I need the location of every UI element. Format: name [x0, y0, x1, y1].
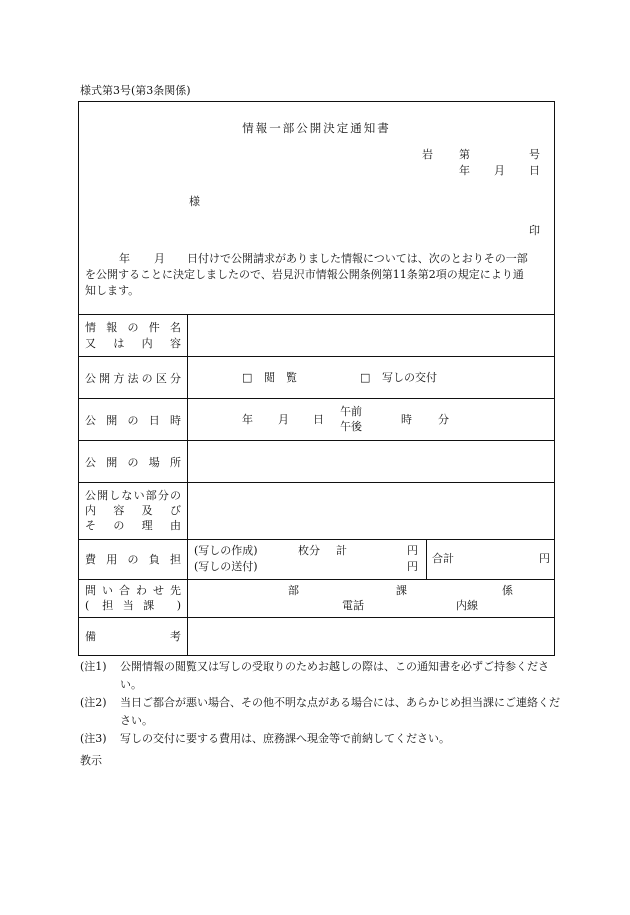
body-month: 月	[154, 252, 165, 265]
note-2-text: 当日ご都合が悪い場合、その他不明な点がある場合には、あらかじめ担当課にご連絡ください。	[120, 696, 560, 727]
dt-day: 日	[313, 413, 324, 426]
row-fee	[79, 539, 554, 580]
checkbox-view[interactable]: □	[242, 371, 253, 384]
datetime-value	[188, 399, 554, 441]
row-remarks-label	[79, 618, 188, 656]
note-3-label: (注3)	[80, 732, 107, 745]
dt-year: 年	[242, 413, 253, 426]
contact-kakari: 係	[502, 584, 513, 597]
subject-value[interactable]	[188, 315, 554, 357]
doc-number-prefix: 岩	[422, 148, 433, 161]
label-place: 公開の場所	[85, 456, 181, 469]
contact-value	[188, 580, 554, 618]
place-value[interactable]	[188, 441, 554, 483]
note-1	[80, 658, 560, 694]
body-line-2: を公開することに決定しましたので、岩見沢市情報公開条例第11条第2項の規定により通	[85, 268, 524, 281]
fee-divider	[426, 540, 427, 580]
body-line-3: 知します。	[85, 284, 140, 297]
checkbox-copy[interactable]: □	[360, 371, 371, 384]
reason-value[interactable]	[188, 483, 554, 540]
body-text-1: 日付けで公開請求がありました情報については、次のとおりその一部	[187, 252, 528, 265]
dt-month: 月	[278, 413, 289, 426]
dt-hour: 時	[401, 413, 412, 426]
fee-total-yen: 円	[539, 552, 550, 565]
notice-frame	[78, 101, 555, 656]
label-subject-2: 又は内容	[85, 337, 181, 350]
notes	[80, 658, 560, 748]
body-line-1	[85, 251, 548, 267]
row-contact-label	[79, 580, 188, 618]
row-place-label	[79, 441, 188, 483]
fee-yen-1: 円	[407, 544, 418, 557]
label-datetime: 公開の日時	[85, 414, 181, 427]
doc-number-go: 号	[529, 148, 540, 161]
row-remarks	[79, 617, 554, 656]
row-datetime-label	[79, 399, 188, 441]
dt-pm[interactable]: 午後	[340, 420, 362, 433]
note-2	[80, 694, 560, 730]
label-contact-2: ( 担当課 )	[85, 599, 181, 612]
row-datetime	[79, 398, 554, 441]
seal-mark: 印	[529, 224, 540, 237]
note-2-label: (注2)	[80, 696, 107, 709]
form-number: 様式第3号(第3条関係)	[80, 84, 191, 97]
contact-bu: 部	[288, 584, 299, 597]
row-subject	[79, 314, 554, 357]
row-place	[79, 440, 554, 483]
note-3-text: 写しの交付に要する費用は、庶務課へ現金等で前納してください。	[120, 732, 450, 745]
document-title: 情報一部公開決定通知書	[242, 121, 391, 135]
remarks-value[interactable]	[188, 618, 554, 656]
note-1-text: 公開情報の閲覧又は写しの受取りのためお越しの際は、この通知書を必ずご持参ください。	[120, 660, 549, 691]
label-contact-1: 問い合わせ先	[85, 584, 181, 597]
fee-value	[188, 540, 554, 580]
row-fee-label	[79, 540, 188, 580]
label-remarks: 備考	[85, 630, 181, 643]
fee-total: 合計	[432, 552, 454, 565]
option-copy: 写しの交付	[382, 371, 437, 384]
date-day: 日	[529, 164, 540, 177]
label-fee: 費用の負担	[85, 553, 181, 566]
fee-copy-send: (写しの送付)	[194, 560, 258, 573]
date-month: 月	[494, 164, 505, 177]
label-method: 公開方法の区分	[85, 372, 181, 385]
doc-number-dai: 第	[459, 148, 470, 161]
contact-tel: 電話	[342, 599, 364, 612]
date-year: 年	[459, 164, 470, 177]
method-value	[188, 357, 554, 399]
contact-ka: 課	[396, 584, 407, 597]
label-reason-1: 公開しない部分の	[85, 489, 181, 502]
row-method-label	[79, 357, 188, 399]
contact-ext: 内線	[456, 599, 478, 612]
fee-kei: 計	[336, 544, 347, 557]
row-reason	[79, 482, 554, 540]
dt-minute: 分	[438, 413, 449, 426]
notice-body	[85, 251, 548, 299]
fee-copy-make: (写しの作成)	[194, 544, 258, 557]
recipient-honorific: 様	[189, 195, 200, 208]
dt-am[interactable]: 午前	[340, 405, 362, 418]
option-view: 閲 覧	[264, 371, 297, 384]
body-year: 年	[119, 252, 130, 265]
fee-yen-2: 円	[407, 560, 418, 573]
instruction-heading: 教示	[80, 754, 102, 767]
note-3	[80, 730, 560, 748]
note-1-label: (注1)	[80, 660, 107, 673]
row-subject-label	[79, 315, 188, 357]
fee-maibun: 枚分	[298, 544, 320, 557]
label-reason-3: その理由	[85, 519, 181, 532]
row-reason-label	[79, 483, 188, 540]
label-reason-2: 内容及び	[85, 504, 181, 517]
label-subject-1: 情報の件名	[85, 321, 181, 334]
row-contact	[79, 579, 554, 618]
row-method	[79, 356, 554, 399]
